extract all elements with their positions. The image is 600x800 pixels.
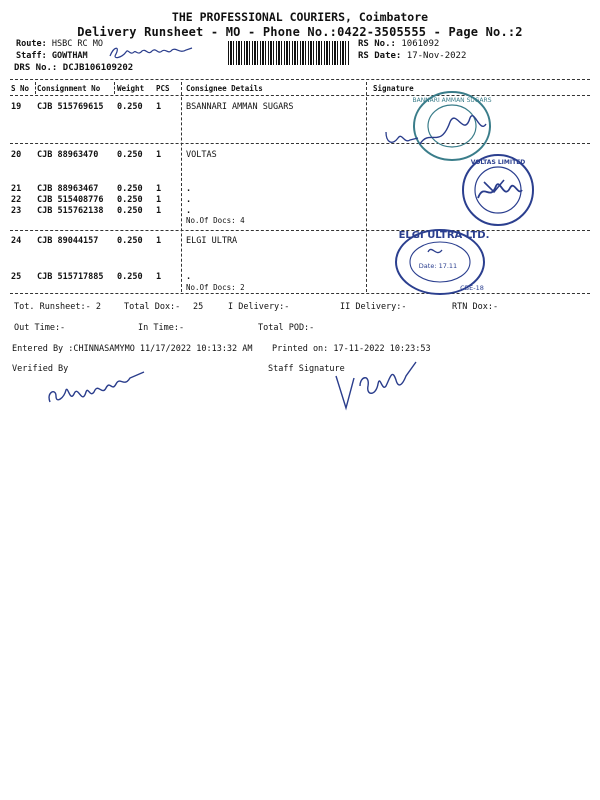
row-details: .	[186, 272, 192, 282]
row-weight: 0.250	[117, 272, 143, 282]
rs-no-line	[358, 39, 439, 49]
verifier-signature	[44, 362, 154, 412]
rs-date-label: RS Date:	[358, 51, 402, 61]
i-delivery: I Delivery:-	[228, 302, 290, 312]
verified-by-label: Verified By	[12, 364, 69, 374]
docs-count-note: No.Of Docs: 2	[186, 283, 245, 292]
row-sno: 24	[11, 236, 22, 246]
row-details: VOLTAS	[186, 150, 217, 160]
rs-no-value: 1061092	[401, 39, 440, 49]
svg-text:Date: 17.11: Date: 17.11	[418, 262, 458, 270]
row-consignment: CJB 515769615	[37, 102, 104, 112]
rtn-dox: RTN Dox:-	[452, 302, 499, 312]
staff-handwritten-signature	[106, 42, 196, 62]
divider	[10, 143, 590, 144]
col-pcs: PCS	[156, 84, 170, 93]
rs-date-value: 17-Nov-2022	[406, 51, 467, 61]
staff-signature-label: Staff Signature	[268, 364, 345, 374]
rs-no-label: RS No.:	[358, 39, 396, 49]
row-details: .	[186, 206, 192, 216]
drs-line	[14, 63, 133, 73]
row-pcs: 1	[156, 206, 162, 216]
row-details: .	[186, 195, 192, 205]
row-sno: 22	[11, 195, 22, 205]
col-signature: Signature	[373, 84, 414, 93]
staff-line	[16, 51, 88, 61]
row-weight: 0.250	[117, 206, 143, 216]
drs-value: DCJB106109202	[62, 63, 134, 73]
divider	[10, 95, 590, 96]
route-label: Route:	[16, 39, 47, 49]
row-consignment: CJB 515762138	[37, 206, 104, 216]
row-consignment: CJB 515408776	[37, 195, 104, 205]
tot-runsheet: Tot. Runsheet:- 2	[14, 302, 101, 312]
row-consignment: CJB 89044157	[37, 236, 99, 246]
col-consignee-details: Consignee Details	[186, 84, 263, 93]
row-consignment: CJB 88963470	[37, 150, 99, 160]
row-sno: 25	[11, 272, 22, 282]
row-pcs: 1	[156, 102, 162, 112]
route-line	[16, 39, 103, 49]
ii-delivery: II Delivery:-	[340, 302, 407, 312]
table-row	[0, 236, 600, 248]
col-consignment: Consignment No	[37, 84, 101, 93]
table-row	[0, 102, 600, 114]
row-weight: 0.250	[117, 150, 143, 160]
divider	[10, 293, 590, 294]
row-pcs: 1	[156, 236, 162, 246]
table-row	[0, 272, 600, 284]
row-sno: 19	[11, 102, 22, 112]
row-weight: 0.250	[117, 195, 143, 205]
out-time: Out Time:-	[14, 323, 66, 333]
col-weight: Weight	[117, 84, 145, 93]
total-dox-label: Total Dox:-	[124, 302, 181, 312]
total-pod: Total POD:-	[258, 323, 315, 333]
row-pcs: 1	[156, 150, 162, 160]
row-consignment: CJB 515717885	[37, 272, 104, 282]
company-title: THE PROFESSIONAL COURIERS, Coimbatore	[171, 10, 429, 24]
row-details: BSANNARI AMMAN SUGARS	[186, 102, 294, 112]
svg-text:ELGI ULTRA LTD.: ELGI ULTRA LTD.	[398, 230, 490, 241]
elgi-ultra-stamp	[392, 224, 492, 296]
svg-text:CBE-18: CBE-18	[460, 284, 484, 292]
col-sno: S No	[11, 84, 30, 93]
row-pcs: 1	[156, 272, 162, 282]
printed-on: Printed on: 17-11-2022 10:23:53	[272, 344, 431, 354]
receiver-signature	[382, 128, 422, 150]
staff-label: Staff:	[16, 51, 47, 61]
row-pcs: 1	[156, 195, 162, 205]
entered-by: Entered By :CHINNASAMYMO 11/17/2022 10:13:32 AM	[12, 344, 253, 354]
staff-signature	[330, 356, 420, 416]
column-separator	[114, 82, 115, 94]
voltas-stamp	[458, 152, 538, 228]
route-value: HSBC RC MO	[51, 39, 104, 49]
total-dox-value: 25	[193, 302, 204, 312]
row-weight: 0.250	[117, 184, 143, 194]
row-sno: 20	[11, 150, 22, 160]
row-sno: 21	[11, 184, 22, 194]
barcode	[228, 41, 350, 65]
svg-text:VOLTAS LIMITED: VOLTAS LIMITED	[470, 159, 526, 166]
docs-count-note: No.Of Docs: 4	[186, 216, 245, 225]
row-details: .	[186, 184, 192, 194]
runsheet-title: Delivery Runsheet - MO - Phone No.:0422-3505555 - Page No.:2	[77, 25, 523, 39]
divider	[10, 79, 590, 80]
row-weight: 0.250	[117, 236, 143, 246]
divider	[10, 230, 590, 231]
column-separator	[35, 82, 36, 94]
row-pcs: 1	[156, 184, 162, 194]
row-details: ELGI ULTRA	[186, 236, 238, 246]
drs-label: DRS No.:	[14, 63, 58, 73]
row-sno: 23	[11, 206, 22, 216]
row-consignment: CJB 88963467	[37, 184, 99, 194]
in-time: In Time:-	[138, 323, 185, 333]
row-weight: 0.250	[117, 102, 143, 112]
staff-value: GOWTHAM	[51, 51, 88, 61]
svg-text:BANNARI AMMAN SUGARS: BANNARI AMMAN SUGARS	[412, 97, 492, 104]
rs-date-line	[358, 51, 466, 61]
